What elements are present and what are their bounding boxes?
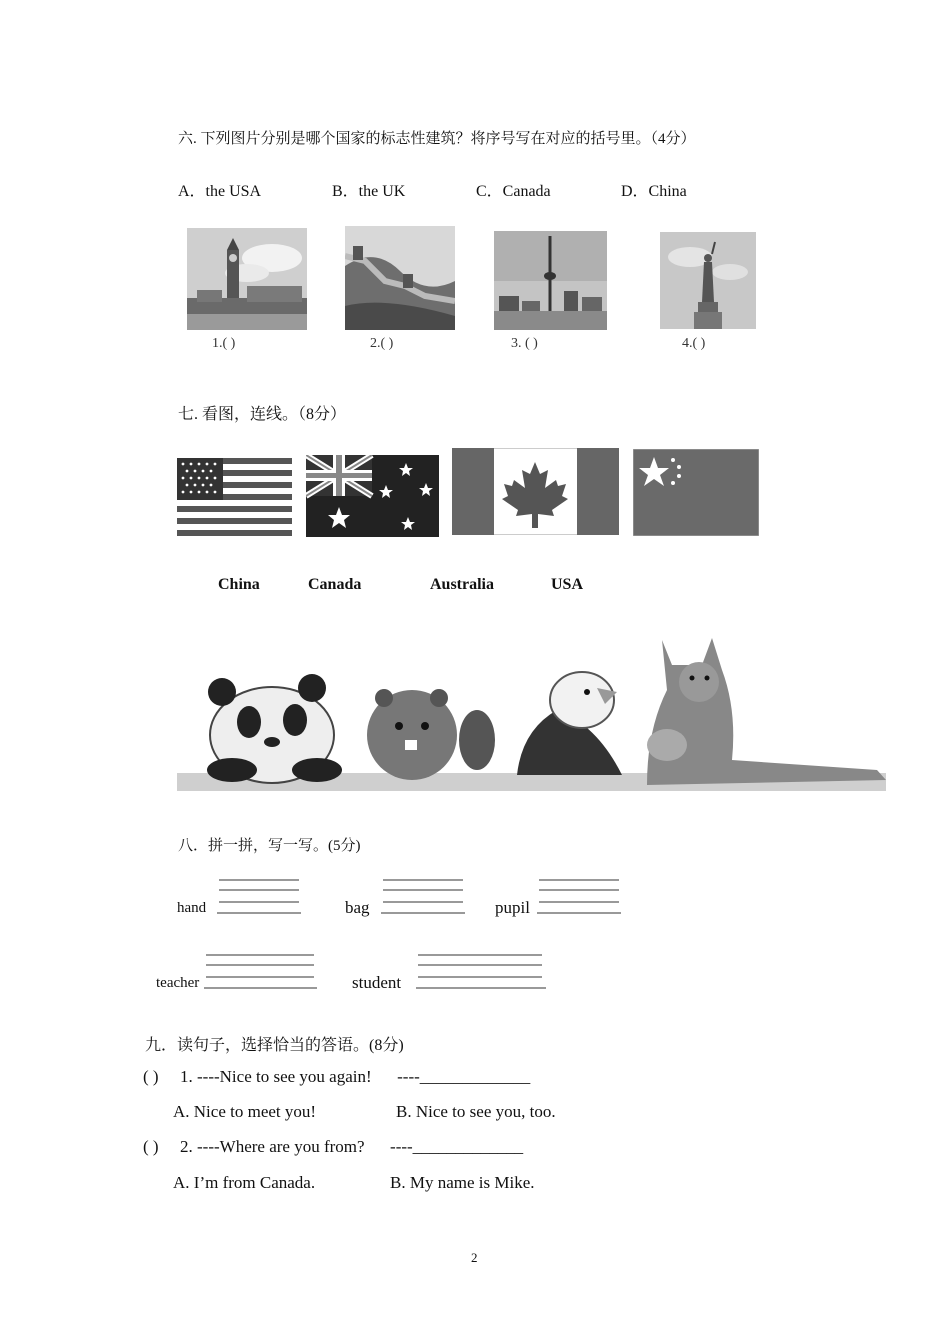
eagle-icon — [517, 672, 622, 775]
australia-flag-icon — [306, 455, 439, 537]
photo-caption-2: 2.( ) — [370, 336, 394, 351]
word-teacher: teacher — [156, 975, 200, 991]
writing-lines-bag[interactable] — [381, 878, 467, 918]
china-flag-icon — [633, 449, 759, 536]
option-d: D．China — [621, 183, 687, 200]
question-1-text: 1. ----Nice to see you again! ----_____________ — [180, 1067, 531, 1086]
beaver-icon — [367, 689, 495, 780]
option-c: C．Canada — [476, 183, 551, 200]
country-name-canada: Canada — [308, 576, 362, 593]
canada-flag-icon — [452, 448, 619, 535]
photo-caption-3: 3. ( ) — [511, 336, 538, 351]
section9-title: 九．读句子，选择恰当的答语。(8分) — [145, 1037, 404, 1054]
usa-flag-icon — [177, 458, 292, 538]
kangaroo-icon — [647, 638, 886, 785]
question-1-option-a: A. Nice to meet you! — [173, 1102, 317, 1121]
word-bag: bag — [345, 898, 370, 917]
photo-caption-4: 4.( ) — [682, 336, 706, 351]
option-a: A．the USA — [178, 183, 262, 200]
writing-lines-teacher[interactable] — [204, 953, 320, 993]
question-1-answer-paren[interactable]: ( ) — [143, 1067, 159, 1086]
page-number: 2 — [471, 1250, 478, 1265]
word-pupil: pupil — [495, 898, 530, 917]
question-2-option-a: A. I’m from Canada. — [173, 1173, 316, 1192]
section8-title: 八．拼一拼，写一写。(5分) — [178, 838, 361, 854]
country-name-china: China — [218, 576, 260, 593]
animals-illustration — [177, 630, 886, 791]
statue-of-liberty-icon — [660, 232, 756, 329]
word-student: student — [352, 973, 402, 992]
section6-title: 六. 下列图片分别是哪个国家的标志性建筑？将序号写在对应的括号里。（4分） — [178, 131, 696, 147]
photo-caption-1: 1.( ) — [212, 336, 236, 351]
country-name-australia: Australia — [430, 576, 494, 593]
great-wall-icon — [345, 226, 455, 330]
question-1-option-b: B. Nice to see you, too. — [396, 1102, 556, 1121]
question-2-answer-paren[interactable]: ( ) — [143, 1137, 159, 1156]
panda-icon — [207, 674, 342, 783]
option-b: B．the UK — [332, 183, 406, 200]
big-ben-icon — [187, 228, 307, 330]
country-name-usa: USA — [551, 576, 584, 593]
word-hand: hand — [177, 900, 207, 916]
writing-lines-pupil[interactable] — [537, 878, 625, 918]
cn-tower-icon — [494, 231, 607, 330]
writing-lines-student[interactable] — [416, 953, 550, 993]
section7-title: 七. 看图，连线。（8分） — [178, 406, 347, 423]
writing-lines-hand[interactable] — [217, 878, 303, 918]
question-2-text: 2. ----Where are you from? ----_____________ — [180, 1137, 524, 1156]
question-2-option-b: B. My name is Mike. — [390, 1173, 535, 1192]
